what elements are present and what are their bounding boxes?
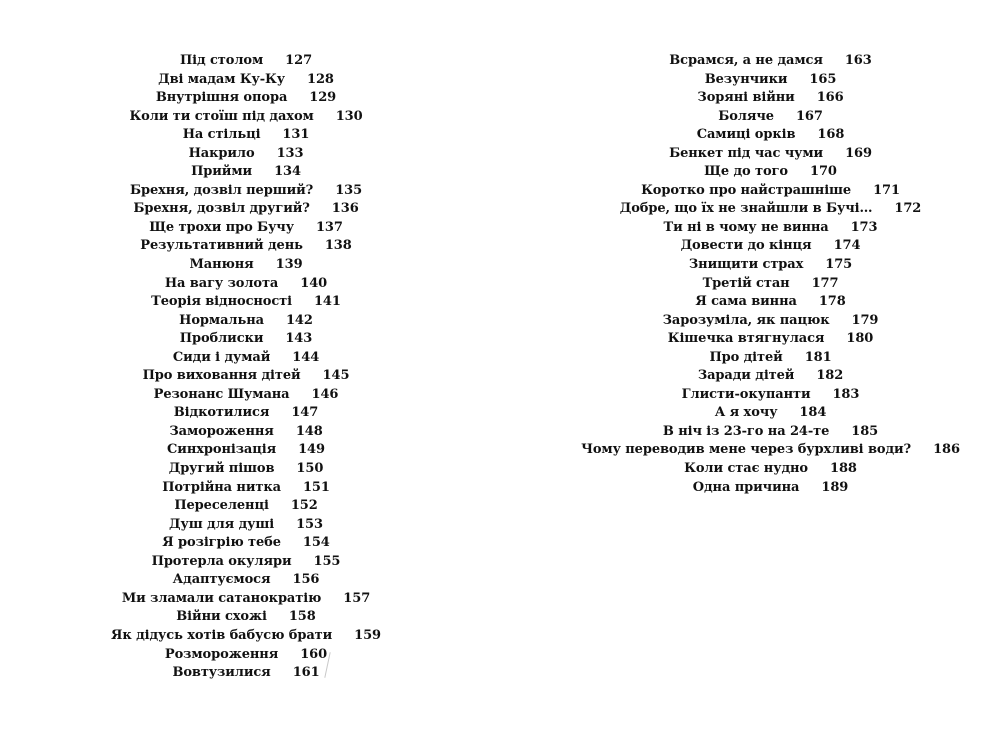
toc-entry-page-number: 159	[354, 627, 381, 643]
toc-entry-page-number: 150	[296, 461, 324, 477]
toc-entry	[0, 145, 496, 164]
toc-entry-page-number: 141	[313, 294, 341, 310]
toc-entry-title: Ще трохи про Бучу	[149, 219, 294, 235]
toc-entry-title: Протерла окуляри	[151, 553, 292, 569]
toc-entry-page-number: 168	[817, 127, 845, 143]
toc-entry-page-number: 175	[825, 257, 853, 273]
toc-entry-title: Синхронізація	[167, 442, 277, 458]
toc-entry-title: В ніч із 23-го на 24-те	[662, 423, 830, 439]
toc-entry-title: Як дідусь хотів бабусю брати	[111, 627, 333, 643]
toc-entry	[0, 219, 496, 238]
toc-entry	[0, 163, 496, 182]
toc-entry-page-number: 188	[830, 461, 857, 477]
toc-entry-title: Брехня, дозвіл другий?	[133, 201, 310, 217]
toc-entry-page-number: 149	[298, 442, 325, 458]
toc-entry	[0, 256, 496, 275]
toc-entry-page-number: 179	[851, 312, 879, 328]
toc-entry-page-number: 160	[300, 646, 328, 662]
toc-entry-title: Результативний день	[140, 238, 303, 254]
toc-entry-title: Ти ні в чому не винна	[663, 219, 829, 235]
toc-entry-title: Одна причина	[692, 479, 800, 495]
toc-entry	[520, 256, 1001, 275]
toc-entry-title: Брехня, дозвіл перший?	[129, 182, 314, 198]
toc-list-left	[0, 52, 500, 683]
toc-entry-page-number: 131	[282, 127, 310, 143]
toc-entry-page-number: 157	[343, 590, 371, 606]
toc-entry-title: Теорія відносності	[151, 294, 292, 310]
toc-entry	[0, 386, 496, 405]
toc-entry-title: На стільці	[182, 127, 261, 143]
toc-entry	[0, 479, 496, 498]
toc-entry-page-number: 136	[331, 201, 359, 217]
toc-entry	[520, 219, 1001, 238]
toc-entry-title: Кішечка втягнулася	[667, 331, 825, 347]
toc-entry	[0, 516, 496, 535]
toc-entry-page-number: 138	[324, 238, 352, 254]
toc-entry-title: Нормальна	[179, 312, 264, 328]
toc-entry-title: Ще до того	[704, 164, 788, 180]
toc-entry	[0, 237, 496, 256]
toc-entry-title: Другий пішов	[168, 461, 275, 477]
toc-entry-title: Зарозуміла, як пацюк	[662, 312, 830, 328]
toc-entry-title: Коли ти стоїш під дахом	[129, 108, 314, 124]
toc-entry	[520, 386, 1001, 405]
toc-entry-title: Заради дітей	[697, 368, 795, 384]
toc-entry	[0, 182, 496, 201]
toc-entry-page-number: 185	[851, 423, 879, 439]
toc-entry-title: Бенкет під час чуми	[669, 145, 824, 161]
toc-entry	[520, 163, 1001, 182]
toc-entry-page-number: 172	[894, 201, 922, 217]
toc-entry-title: Під столом	[179, 53, 264, 68]
toc-entry-title: Накрило	[188, 145, 255, 161]
toc-entry	[520, 349, 1001, 368]
toc-entry-page-number: 151	[302, 479, 330, 495]
toc-entry	[0, 108, 496, 127]
toc-entry	[520, 367, 1001, 386]
toc-entry-title: Самиці орків	[696, 127, 796, 143]
toc-entry-title: Я розігрію тебе	[162, 535, 281, 551]
toc-entry-title: Чому переводив мене через бурхливі води?	[581, 442, 912, 458]
toc-entry	[0, 608, 496, 627]
toc-entry-page-number: 173	[850, 219, 878, 235]
toc-entry	[0, 423, 496, 442]
toc-entry	[520, 275, 1001, 294]
toc-entry	[0, 71, 496, 90]
toc-entry	[0, 571, 496, 590]
toc-entry-page-number: 133	[276, 145, 304, 161]
toc-entry-page-number: 144	[292, 349, 320, 365]
toc-entry	[520, 404, 1001, 423]
toc-entry-title: Коротко про найстрашніше	[641, 182, 852, 198]
toc-entry-page-number: 134	[274, 164, 301, 180]
toc-entry-page-number: 143	[285, 331, 313, 347]
toc-entry-title: Проблиски	[179, 331, 264, 347]
toc-entry	[0, 89, 496, 108]
toc-entry-title: Відкотилися	[173, 405, 270, 421]
toc-entry-page-number: 165	[809, 71, 837, 87]
toc-entry-title: Потрійна нитка	[162, 479, 281, 495]
toc-entry	[0, 367, 496, 386]
toc-entry-page-number: 142	[285, 312, 313, 328]
toc-entry	[0, 497, 496, 516]
toc-entry-page-number: 145	[322, 368, 350, 384]
toc-entry	[0, 330, 496, 349]
toc-entry-page-number: 154	[302, 535, 330, 551]
toc-entry-page-number: 152	[290, 498, 318, 514]
toc-entry-page-number: 135	[335, 182, 363, 198]
toc-entry	[0, 590, 496, 609]
left-page	[0, 0, 500, 743]
toc-entry	[0, 664, 496, 683]
toc-entry-title: Адаптуємося	[172, 572, 271, 588]
toc-entry-title: Резонанс Шумана	[153, 386, 290, 402]
toc-entry	[0, 200, 496, 219]
toc-entry	[520, 200, 1001, 219]
toc-entry-title: Про дітей	[709, 349, 783, 365]
toc-entry-title: Сиди і думай	[172, 349, 271, 365]
toc-entry-page-number: 153	[296, 516, 323, 532]
toc-entry	[520, 89, 1001, 108]
toc-entry-title: Вовтузилися	[172, 665, 271, 681]
toc-entry	[520, 182, 1001, 201]
toc-entry-page-number: 180	[846, 331, 874, 347]
toc-entry-page-number: 183	[832, 386, 860, 402]
toc-entry-title: Боляче	[718, 108, 774, 124]
toc-entry-title: Внутрішня опора	[155, 90, 288, 106]
toc-entry	[0, 349, 496, 368]
toc-entry	[0, 404, 496, 423]
toc-entry-page-number: 189	[821, 479, 849, 495]
toc-entry	[520, 441, 1001, 460]
toc-entry-page-number: 167	[795, 108, 823, 124]
toc-entry-title: Війни схожі	[176, 609, 267, 625]
toc-entry-page-number: 146	[311, 386, 339, 402]
toc-entry-page-number: 156	[292, 572, 320, 588]
toc-entry-page-number: 170	[810, 164, 837, 180]
toc-entry-title: Ми зламали сатанократію	[121, 590, 322, 606]
toc-entry	[0, 293, 496, 312]
toc-entry-page-number: 155	[313, 553, 341, 569]
toc-entry	[0, 275, 496, 294]
toc-entry-page-number: 127	[285, 53, 313, 68]
toc-list-right	[500, 52, 1001, 497]
toc-entry-page-number: 171	[873, 182, 900, 198]
toc-entry-title: Всрамся, а не дамся	[669, 53, 823, 68]
toc-entry-title: На вагу золота	[164, 275, 279, 291]
toc-entry-title: Глисти-окупанти	[681, 386, 811, 402]
toc-entry	[0, 553, 496, 572]
toc-entry-title: Я сама винна	[695, 294, 797, 310]
toc-entry	[520, 293, 1001, 312]
toc-entry-page-number: 139	[275, 257, 303, 273]
toc-entry-page-number: 147	[291, 405, 319, 421]
toc-entry-title: Зоряні війни	[697, 90, 795, 106]
toc-entry	[0, 312, 496, 331]
toc-entry-title: Знищити страх	[688, 257, 804, 273]
toc-entry-page-number: 182	[816, 368, 844, 384]
toc-entry-title: Замороження	[169, 423, 274, 439]
toc-entry-page-number: 177	[811, 275, 839, 291]
toc-entry-title: Душ для душі	[169, 516, 275, 532]
toc-entry-page-number: 140	[300, 275, 328, 291]
toc-entry-page-number: 174	[833, 238, 861, 254]
toc-entry-title: А я хочу	[714, 405, 778, 421]
toc-entry	[520, 126, 1001, 145]
toc-entry	[520, 479, 1001, 498]
toc-entry	[520, 330, 1001, 349]
toc-entry	[0, 52, 496, 71]
toc-entry-title: Довести до кінця	[680, 238, 812, 254]
toc-entry	[0, 460, 496, 479]
toc-entry-page-number: 186	[933, 442, 960, 458]
toc-entry-page-number: 169	[845, 145, 872, 161]
toc-entry	[0, 627, 496, 646]
toc-entry	[0, 441, 496, 460]
toc-entry-title: Переселенці	[174, 498, 269, 514]
toc-entry-title: Розмороження	[164, 646, 279, 662]
toc-entry-title: Третій стан	[702, 275, 790, 291]
right-page	[500, 0, 1001, 743]
toc-entry-page-number: 161	[292, 665, 320, 681]
toc-entry-page-number: 128	[307, 71, 334, 87]
toc-entry-page-number: 158	[288, 609, 316, 625]
toc-entry-page-number: 178	[818, 294, 846, 310]
toc-entry-page-number: 129	[309, 90, 337, 106]
toc-entry-title: Прийми	[191, 164, 253, 180]
toc-entry	[0, 646, 496, 665]
toc-entry-page-number: 137	[315, 219, 343, 235]
toc-entry	[520, 71, 1001, 90]
toc-entry-title: Везунчики	[704, 71, 788, 87]
toc-entry	[520, 460, 1001, 479]
toc-entry	[0, 126, 496, 145]
toc-entry-page-number: 166	[816, 90, 844, 106]
toc-entry-page-number: 148	[295, 423, 323, 439]
toc-entry	[520, 237, 1001, 256]
toc-entry	[520, 145, 1001, 164]
toc-entry	[520, 52, 1001, 71]
toc-entry-title: Дві мадам Ку-Ку	[158, 71, 286, 87]
toc-entry-title: Манюня	[189, 257, 254, 273]
toc-entry-page-number: 130	[335, 108, 363, 124]
toc-entry-title: Коли стає нудно	[684, 461, 808, 477]
toc-entry-page-number: 181	[804, 349, 832, 365]
toc-entry-page-number: 163	[844, 53, 872, 68]
toc-entry-title: Про виховання дітей	[142, 368, 301, 384]
toc-entry	[0, 534, 496, 553]
toc-entry	[520, 108, 1001, 127]
toc-entry	[520, 312, 1001, 331]
toc-entry-page-number: 184	[799, 405, 827, 421]
toc-entry	[520, 423, 1001, 442]
toc-entry-title: Добре, що їх не знайшли в Бучі…	[619, 201, 873, 217]
